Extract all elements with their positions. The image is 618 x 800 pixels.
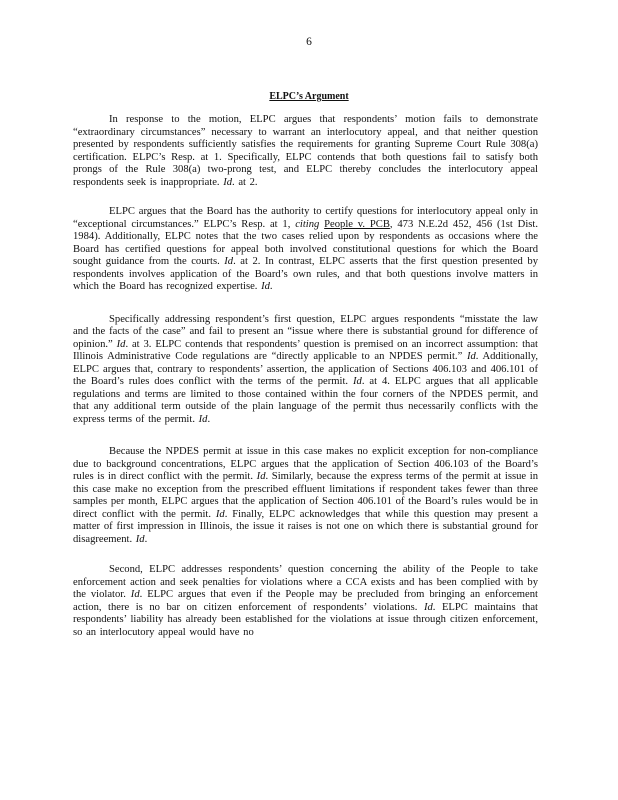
text-run: In response to the motion, ELPC argues that respondents’ motion fails to demonstrate “extraordinary circumstances” necessary to warrant an interlocutory appeal, and that neither question presented by respondents sufficiently satisfies the requirements for granting Supreme Court Rule 308(a) certification. ELPC’s Resp. at 1. Specifically, ELPC contends that both questions fail to satisfy both prongs of the Rule 308(a) two-prong test, and ELPC thereby concludes the interlocutory appeal respondents seek is inappropriate. — [73, 114, 538, 188]
paragraph-5 — [73, 564, 538, 639]
body-text — [73, 114, 538, 656]
paragraph-3 — [73, 314, 538, 427]
citation-italic: Id — [130, 589, 140, 600]
citation-italic: Id — [261, 281, 270, 292]
citation-italic: Id — [224, 256, 234, 267]
citation-italic: Id — [223, 176, 233, 188]
text-run: . at 4. ELPC argues that all applicable regulations and terms are limited to those contained within the four corners of the NPDES permit, and that any additional term outside of the plain language of the permit thus necessarily conflicts with the express terms of the permit. — [73, 376, 539, 425]
text-run: . at 2. — [232, 176, 258, 188]
citation-italic: Id — [466, 351, 476, 362]
text-run: . ELPC argues that even if the People may be precluded from bringing an enforcement action, there is no bar on citizen enforcement of respondents’ violations. — [73, 589, 538, 613]
text-run: . Similarly, because the express terms of the permit at issue in this case make no exception from the prescribed effluent limitations if respondent takes fewer than three samples per month, ELPC argues that the application of Section 406.101 of the Board’s rules would be in direct conflict with the permit. — [73, 471, 538, 520]
text-run: , 473 N.E.2d 452, 456 (1st Dist. 1984). Additionally, ELPC notes that the two cases relied upon by respondents as occasions where the Board has certified questions for appeal both involved constitutional questions for which the Board sought guidance from the courts. — [73, 218, 538, 267]
citation-italic: Id — [256, 471, 266, 482]
citation-italic: Id — [135, 533, 145, 545]
text-run: . — [207, 413, 211, 425]
section-heading — [0, 91, 618, 102]
text-run: . at 3. ELPC contends that respondents’ question is premised on an incorrect assumption: that Illinois Administrative Code regulations are “directly applicable to an NPDES permit.” — [73, 338, 538, 362]
citation-italic: Id — [198, 413, 208, 425]
text-run: . ELPC maintains that respondents’ liability has already been established for the violations at issue through citizen enforcement, so an interlocutory appeal would have no — [73, 601, 538, 638]
text-run: Because the NPDES permit at issue in this case makes no explicit exception for non-compliance due to background concentrations, ELPC argues that the application of Section 406.103 of the Board’s rules is in direct conflict with the permit. — [73, 446, 538, 482]
page-number: 6 — [306, 36, 312, 48]
citation-italic: citing — [295, 218, 320, 230]
paragraph-4 — [73, 446, 538, 546]
citation-italic: Id — [116, 338, 126, 350]
citation-italic: Id — [215, 508, 225, 520]
text-run: ELPC argues that the Board has the authority to certify questions for interlocutory appeal only in “exceptional circumstances.” ELPC’s Resp. at 1, — [73, 206, 538, 230]
case-name: People v. PCB — [324, 218, 390, 230]
text-run: . Additionally, ELPC argues that, contrary to respondents’ assertion, the application of Sections 406.103 and 406.101 of the Board’s rules does conflict with the terms of the permit. — [73, 351, 538, 387]
text-run: . — [144, 533, 148, 545]
text-run: . — [269, 281, 273, 292]
section-heading-text: ELPC’s Argument — [269, 91, 349, 102]
citation-italic: Id — [353, 376, 362, 387]
paragraph-2 — [73, 206, 538, 294]
text-run: . at 2. In contrast, ELPC asserts that the first question presented by respondents involves application of the Board’s own rules, and that both questions involve matters in which the Board has recognized expertise. — [73, 256, 538, 292]
text-run: Specifically addressing respondent’s first question, ELPC argues respondents “misstate the law and the facts of the case” and fail to present an “issue where there is substantial ground for difference of opinion.” — [73, 313, 538, 350]
text-run: Second, ELPC addresses respondents’ question concerning the ability of the People to take enforcement action and seek penalties for violations where a CCA exists and has been complied with by the violator. — [73, 564, 538, 600]
citation-italic: Id — [423, 601, 433, 613]
paragraph-1 — [73, 114, 538, 189]
text-run: . Finally, ELPC acknowledges that while this question may present a matter of first impression in Illinois, the issue it raises is not one on which there is substantial ground for disagreement. — [73, 508, 538, 545]
